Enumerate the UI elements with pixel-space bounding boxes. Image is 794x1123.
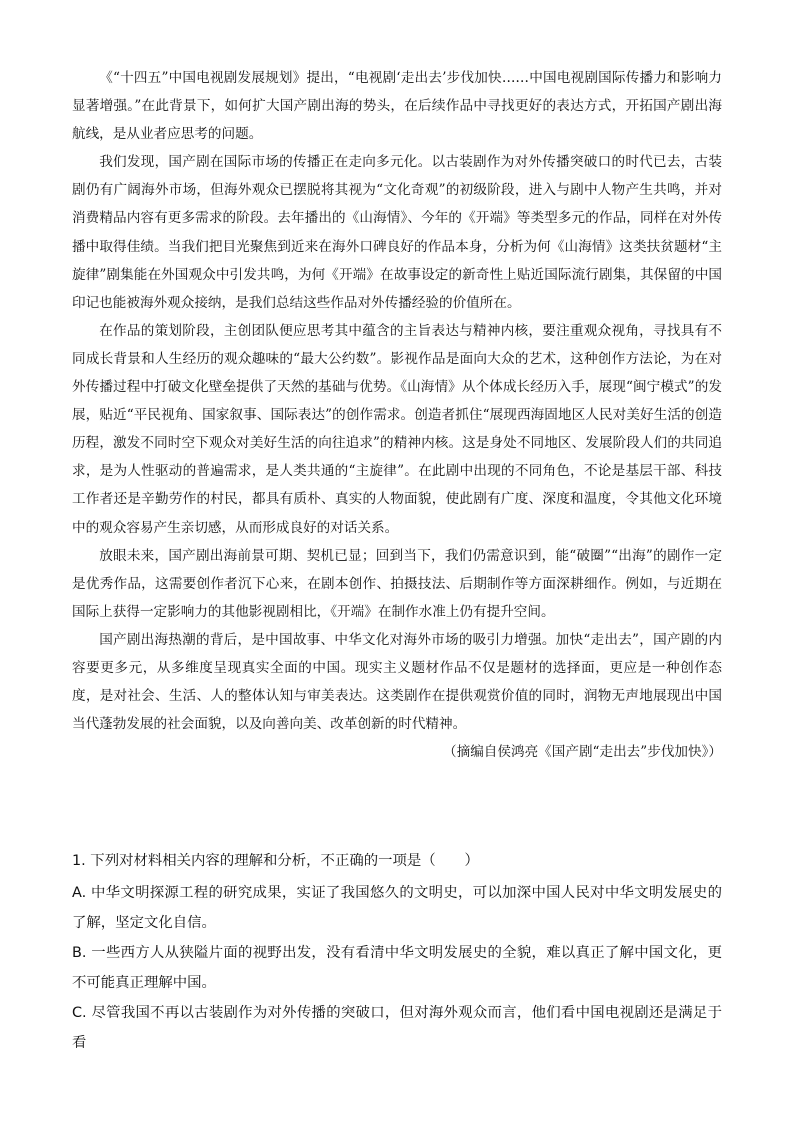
option-c: C. 尽管我国不再以古装剧作为对外传播的突破口，但对海外观众而言，他们看中国电视剧还是满足于看: [72, 1005, 722, 1051]
passage-paragraph: 国产剧出海热潮的背后，是中国故事、中华文化对海外市场的吸引力增强。加快“走出去”，国产剧的内容要更多元，从多维度呈现真实全面的中国。现实主义题材作品不仅是题材的选择面，更应是一种创作态度，是对社会、生活、人的整体认知与审美表达。这类剧作在提供观赏价值的同时，润物无声地展现出中国当代蓬勃发展的社会面貌，以及向善向美、改革创新的时代精神。: [72, 631, 722, 733]
passage-paragraph: 在作品的策划阶段，主创团队便应思考其中蕴含的主旨表达与精神内核，要注重观众视角，寻找具有不同成长背景和人生经历的观众趣味的“最大公约数”。影视作品是面向大众的艺术，这种创作方法论，为在对外传播过程中打破文化壁垒提供了天然的基础与优势。《山海情》从个体成长经历入手，展现“闽宁模式”的发展，贴近“平民视角、国家叙事、国际表达”的创作需求。创造者抓住“展现西海固地区人民对美好生活的创造历程，激发不同时空下观众对美好生活的向往追求”的精神内核。这是身处不同地区、发展阶段人们的共同追求，是为人性驱动的普遍需求，是人类共通的“主旋律”。在此剧中出现的不同角色，不论是基层干部、科技工作者还是辛勤劳作的村民，都具有质朴、真实的人物面貌，使此剧有广度、深度和温度，令其他文化环境中的观众容易产生亲切感，从而形成良好的对话关系。: [72, 322, 722, 536]
question-block: [72, 846, 722, 1058]
reading-passage: [72, 64, 722, 766]
passage-paragraph: 《“十四五”中国电视剧发展规划》提出，“电视剧‘走出去’步伐加快……中国电视剧国际传播力和影响力显著增强。”在此背景下，如何扩大国产剧出海的势头，在后续作品中寻找更好的表达方式，开拓国产剧出海航线，是从业者应思考的问题。: [72, 70, 722, 143]
passage-source: （摘编自侯鸿亮《国产剧“走出去”步伐加快》）: [443, 744, 722, 761]
passage-paragraph: 我们发现，国产剧在国际市场的传播正在走向多元化。以古装剧作为对外传播突破口的时代已去，古装剧仍有广阔海外市场，但海外观众已摆脱将其视为“文化奇观”的初级阶段，进入与剧中人物产生共鸣，并对消费精品内容有更多需求的阶段。去年播出的《山海情》、今年的《开端》等类型多元的作品，同样在对外传播中取得佳绩。当我们把目光聚焦到近来在海外口碑良好的作品本身，分析为何《山海情》这类扶贫题材“主旋律”剧集能在外国观众中引发共鸣，为何《开端》在故事设定的新奇性上贴近国际流行剧集，其保留的中国印记也能被海外观众接纳，是我们总结这些作品对外传播经验的价值所在。: [72, 154, 722, 311]
question-stem: 1. 下列对材料相关内容的理解和分析，不正确的一项是（ ）: [72, 853, 479, 869]
passage-paragraph: 放眼未来，国产剧出海前景可期、契机已显；回到当下，我们仍需意识到，能“破圈”“出海”的剧作一定是优秀作品，这需要创作者沉下心来，在剧本创作、拍摄技法、后期制作等方面深耕细作。例如，与近期在国际上获得一定影响力的其他影视剧相比，《开端》在制作水准上仍有提升空间。: [72, 547, 722, 620]
option-b: B. 一些西方人从狭隘片面的视野出发，没有看清中华文明发展史的全貌，难以真正了解中国文化，更不可能真正理解中国。: [72, 945, 722, 991]
option-a: A. 中华文明探源工程的研究成果，实证了我国悠久的文明史，可以加深中国人民对中华文明发展史的了解，坚定文化自信。: [72, 885, 722, 931]
